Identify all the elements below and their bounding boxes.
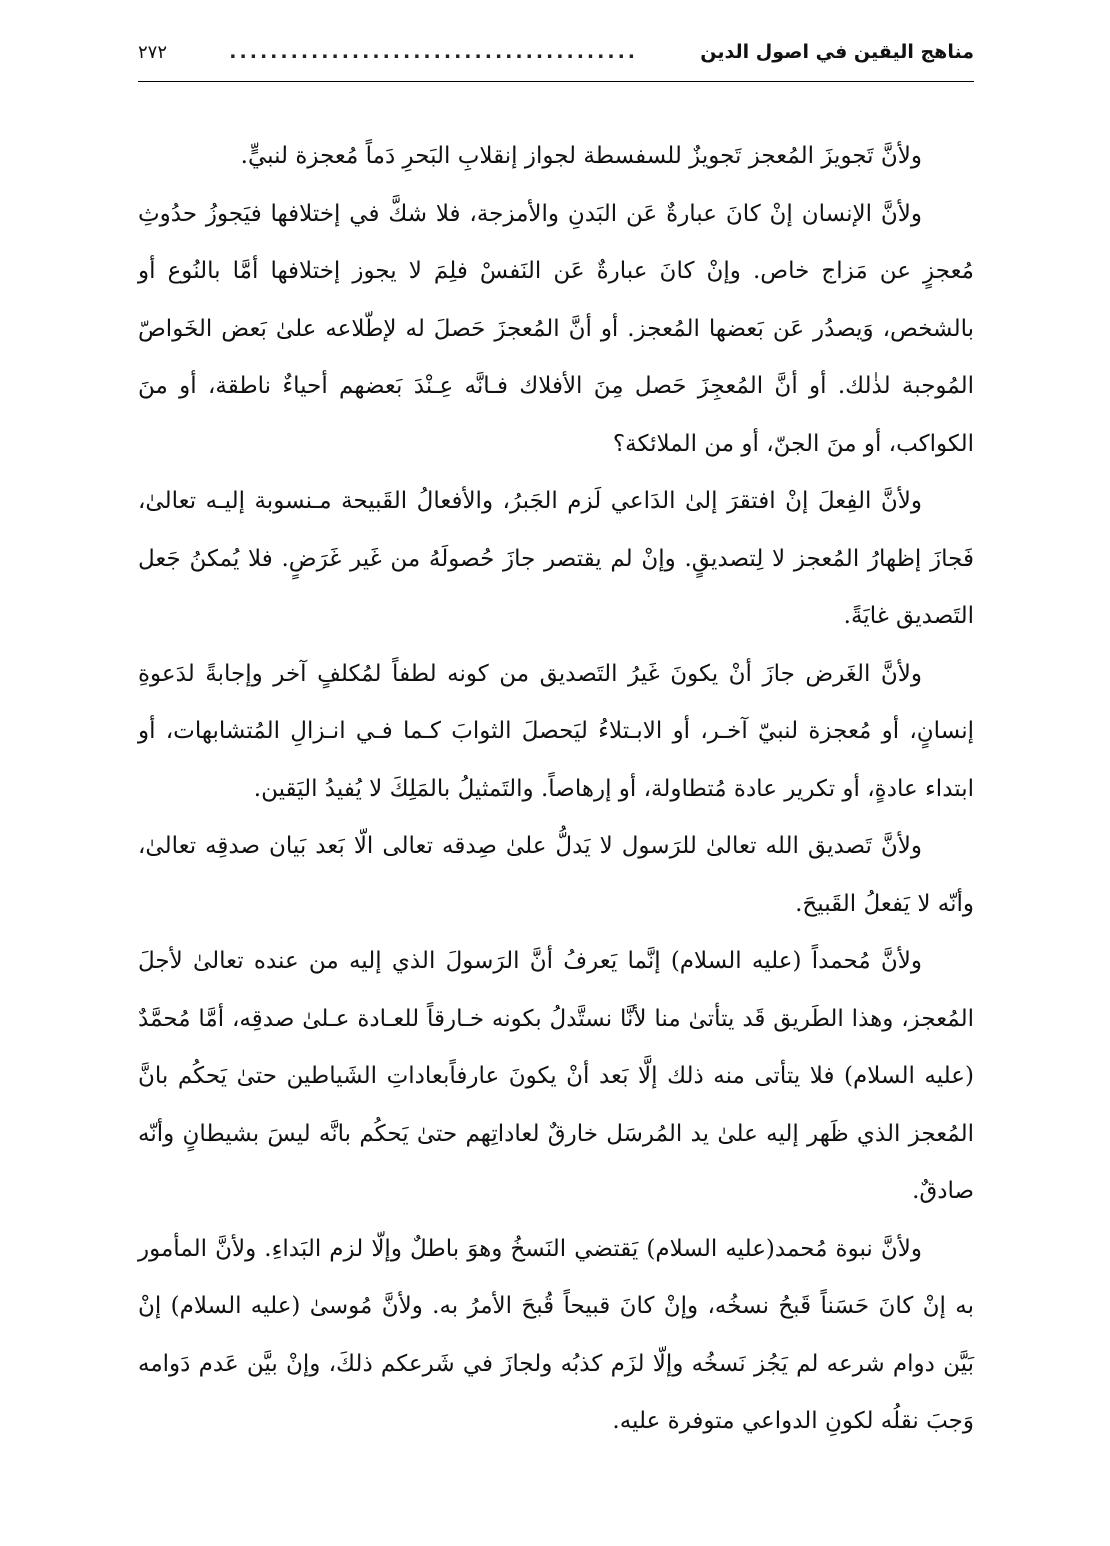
paragraph: ولأنَّ تَصديق الله تعالىٰ للرَسول لا يَدلُّ علىٰ صِدقه تعالى الّا بَعد بَيان صدقِه تعالىٰ، وأنّه لا يَفعلُ القَبيحَ.	[138, 833, 974, 917]
paragraph: ولأنَّ تَجويزَ المُعجز تَجويزٌ للسفسطة لجواز إنقلابِ البَحرِ دَماً مُعجزة لنبيٍّ.	[240, 143, 922, 169]
paragraph: ولأنَّ الفِعلَ إنْ افتقرَ إلىٰ الدَاعي لَزم الجَبرُ، والأفعالُ القَبيحة مـنسوبة إليـه تعالىٰ، فَجازَ إظهارُ المُعجز لا لِتصديقٍ. وإنْ لم يقتصر جازَ حُصولَهُ من غَير غَرَضٍ. فلا يُمكنُ جَعل التَصديق غايَةً.	[138, 488, 974, 629]
paragraph: ولأنَّ مُحمداً (عليه السلام) إنَّما يَعرفُ أنَّ الرَسولَ الذي إليه من عنده تعالىٰ لأجلَ المُعجز، وهذا الطَريق قَد يتأتىٰ منا لأنَّا نستَّدلُ بكونه خـارقاً للعـادة عـلىٰ صدقِه، أمَّا مُحمَّدٌ (عليه السلام) فلا يتأتى منه ذلك إلَّا بَعد أنْ يكونَ عارفاًبعاداتِ الشَياطين حتىٰ يَحكُم بانَّ المُعجز الذي ظَهر إليه علىٰ يد المُرسَل خارقٌ لعاداتِهم حتىٰ يَحكُم بانَّه ليسَ بشيطانٍ وأنّه صادقٌ.	[138, 948, 974, 1204]
paragraph: ولأنَّ نبوة مُحمد(عليه السلام) يَقتضي النَسخُ وهوَ باطلٌ وإلّا لزم البَداءِ. ولأنَّ المأمور به إنْ كانَ حَسَناً قَبحُ نسخُه، وإنْ كانَ قبيحاً قُبحَ الأمرُ به. ولأنَّ مُوسىٰ (عليه السلام) إنْ بَيَّن دوام شرعه لم يَجُز نَسخُه وإلّا لزَم كذبُه ولجازَ في شَرعكم ذلكَ، وإنْ بيَّن عَدم دَوامه وَجبَ نقلُه لكونِ الدواعي متوفرة عليه.	[138, 1235, 974, 1434]
body-text	[138, 128, 974, 1451]
paragraph: ولأنَّ الغَرض جازَ أنْ يكونَ غَيرُ التَصديق من كونه لطفاً لمُكلفٍ آخر وإجابةً لدَعوةِ إنسانٍ، أو مُعجزة لنبيّ آخـر، أو الابـتلاءُ ليَحصلَ الثوابَ كـما فـي انـزالِ المُتشابهات، أو ابتداء عادةٍ، أو تكرير عادة مُتطاولة، أو إرهاصاً. والتَمثيلُ بالمَلِكَ لا يُفيدُ اليَقين.	[138, 660, 974, 802]
leader-dots: ........................................	[229, 41, 639, 63]
paragraph: ولأنَّ الإنسان إنْ كانَ عبارةٌ عَن البَدنِ والأمزجة، فلا شكَّ في إختلافها فيَجوزُ حدُوثِ مُعجزٍ عن مَزاج خاص. وإنْ كانَ عبارةٌ عَن النَفسْ فلِمَ لا يجوز إختلافها أمَّا بالنُوع أو بالشخص، وَيصدُر عَن بَعضها المُعجز. أو أنَّ المُعجزَ حَصلَ له لإطّلاعه علىٰ بَعض الخَواصّ المُوجبة لذٰلك. أو أنَّ المُعجِزَ حَصل مِنَ الأفلاك فـانَّه عِـنْدَ بَعضهم أحياءٌ ناطقة، أو منَ الكواكب، أو منَ الجنّ، أو من الملائكة؟	[138, 200, 974, 457]
page-number: ٢٧٢	[138, 41, 168, 63]
running-title: مناهج اليقين في اصول الدين	[700, 41, 974, 63]
running-header	[138, 30, 974, 74]
header-rule	[138, 81, 974, 82]
